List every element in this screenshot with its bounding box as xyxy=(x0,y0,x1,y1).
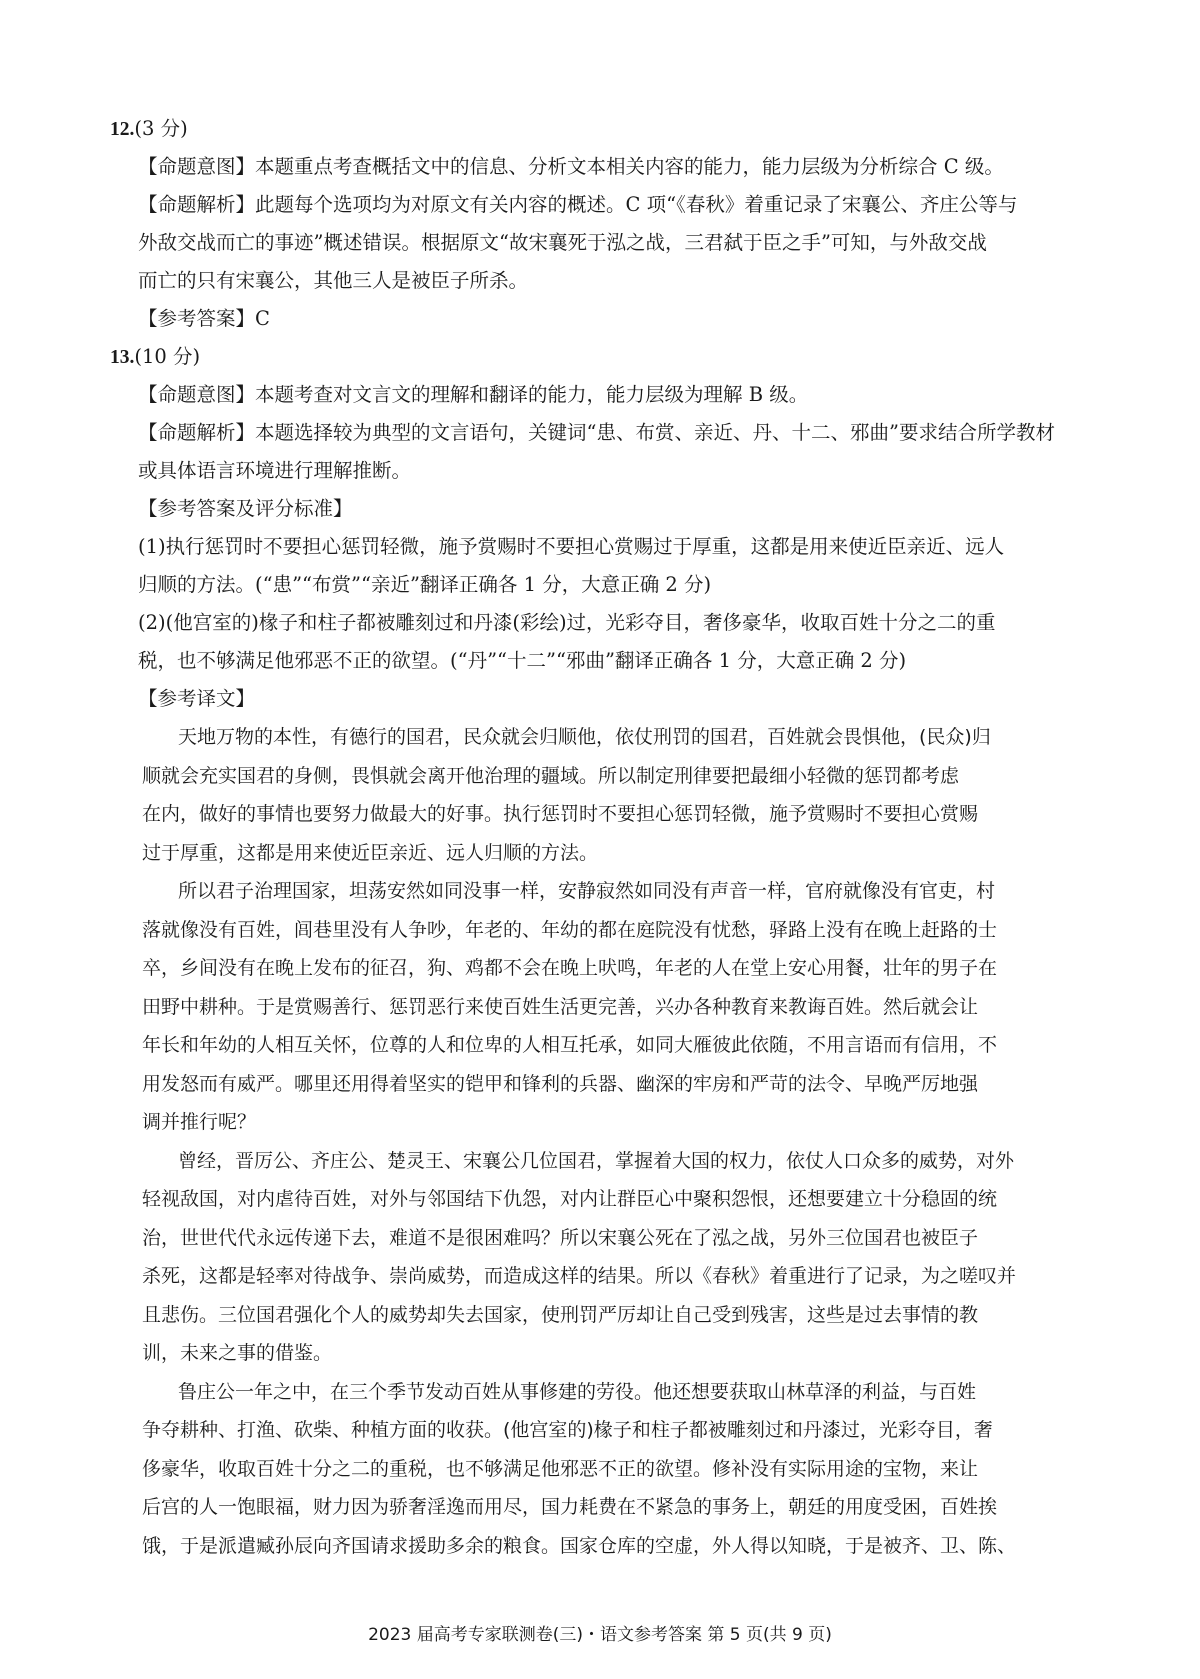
question-number: 13. xyxy=(110,347,135,368)
question-number: 12. xyxy=(110,119,135,140)
translation-paragraph-2-line: 卒，乡间没有在晚上发布的征召，狗、鸡都不会在晚上吠鸣，年老的人在堂上安心用餐，壮年的男子在 xyxy=(142,957,998,979)
q13-line: 或具体语言环境进行理解推断。 xyxy=(138,459,412,482)
translation-paragraph-3-line: 且悲伤。三位国君强化个人的威势却失去国家，使刑罚严厉却让自己受到残害，这些是过去事情的教 xyxy=(142,1303,979,1326)
page-footer: 2023 届高考专家联测卷(三)・语文参考答案 第 5 页(共 9 页) xyxy=(368,1625,832,1645)
translation-paragraph-2-line: 落就像没有百姓，闾巷里没有人争吵，年老的、年幼的都在庭院没有忧愁，驿路上没有在晚上赶路的士 xyxy=(142,918,998,941)
q13-answer-line: 归顺的方法。(“患”“布赏”“亲近”翻译正确各 1 分，大意正确 2 分) xyxy=(138,573,712,596)
q12-line: 【命题意图】本题重点考查概括文中的信息、分析文本相关内容的能力，能力层级为分析综合 C 级。 xyxy=(138,155,1004,178)
question-12-body xyxy=(110,148,1070,338)
translation-paragraph-2-line: 调并推行呢？ xyxy=(142,1111,257,1133)
reference-translation xyxy=(110,718,1070,1565)
translation-paragraph-2-line: 田野中耕种。于是赏赐善行、惩罚恶行来使百姓生活更完善，兴办各种教育来教诲百姓。然后就会让 xyxy=(142,995,979,1018)
translation-paragraph-4-line: 侈豪华，收取百姓十分之二的重税，也不够满足他邪恶不正的欲望。修补没有实际用途的宝物，来让 xyxy=(142,1457,979,1480)
translation-paragraph-3-line: 轻视敌国，对内虐待百姓，对外与邻国结下仇怨，对内让群臣心中聚积怨恨，还想要建立十分稳固的统 xyxy=(142,1188,998,1210)
q12-line: 外敌交战而亡的事迹”概述错误。根据原文“故宋襄死于泓之战，三君弑于臣之手”可知，与外敌交战 xyxy=(138,231,987,254)
translation-paragraph-2-line: 年长和年幼的人相互关怀，位尊的人和位卑的人相互托承，如同大雁彼此依随，不用言语而有信用，不 xyxy=(142,1034,998,1056)
translation-paragraph-1-line: 在内，做好的事情也要努力做最大的好事。执行惩罚时不要担心惩罚轻微，施予赏赐时不要担心赏赐 xyxy=(142,803,979,825)
translation-paragraph-3-line: 曾经，晋厉公、齐庄公、楚灵王、宋襄公几位国君，掌握着大国的权力，依仗人口众多的威势，对外 xyxy=(178,1149,1015,1172)
q13-answer-heading: 【参考答案及评分标准】 xyxy=(138,497,353,520)
translation-paragraph-4-line: 争夺耕种、打渔、砍柴、种植方面的收获。(他宫室的)椽子和柱子都被雕刻过和丹漆过，光彩夺目，奢 xyxy=(142,1419,993,1441)
question-score: (3 分) xyxy=(134,117,188,140)
translation-paragraph-3-line: 杀死，这都是轻率对待战争、崇尚威势，而造成这样的结果。所以《春秋》着重进行了记录，为之嗟叹并 xyxy=(142,1265,1017,1287)
translation-paragraph-4-line: 后宫的人一饱眼福，财力因为骄奢淫逸而用尽，国力耗费在不紧急的事务上，朝廷的用度受困，百姓挨 xyxy=(142,1496,998,1518)
translation-paragraph-4-line: 饿，于是派遣臧孙辰向齐国请求援助多余的粮食。国家仓库的空虚，外人得以知晓，于是被齐、卫、陈、 xyxy=(142,1534,1017,1557)
translation-paragraph-3-line: 治，世世代代永远传递下去，难道不是很困难吗？所以宋襄公死在了泓之战，另外三位国君也被臣子 xyxy=(142,1226,979,1249)
q13-answer-line: (1)执行惩罚时不要担心惩罚轻微，施予赏赐时不要担心赏赐过于厚重，这都是用来使近臣亲近、远人 xyxy=(138,535,1005,558)
translation-paragraph-2-line: 用发怒而有威严。哪里还用得着坚实的铠甲和锋利的兵器、幽深的牢房和严苛的法令、早晚严厉地强 xyxy=(142,1072,979,1095)
translation-heading: 【参考译文】 xyxy=(138,687,256,710)
translation-paragraph-1-line: 过于厚重，这都是用来使近臣亲近、远人归顺的方法。 xyxy=(142,841,599,864)
translation-paragraph-1-line: 顺就会充实国君的身侧，畏惧就会离开他治理的疆域。所以制定刑律要把最细小轻微的惩罚都考虑 xyxy=(142,764,960,787)
q12-answer: 【参考答案】C xyxy=(138,307,270,330)
translation-paragraph-2-line: 所以君子治理国家，坦荡安然如同没事一样，安静寂然如同没有声音一样，官府就像没有官吏，村 xyxy=(178,880,996,902)
question-13-body xyxy=(110,376,1070,718)
q12-line: 【命题解析】此题每个选项均为对原文有关内容的概述。C 项“《春秋》着重记录了宋襄公、齐庄公等与 xyxy=(138,193,1018,216)
translation-paragraph-3-line: 训，未来之事的借鉴。 xyxy=(142,1342,333,1364)
q12-line: 而亡的只有宋襄公，其他三人是被臣子所杀。 xyxy=(138,269,529,292)
question-12-header xyxy=(110,110,1070,148)
translation-paragraph-1-line: 天地万物的本性，有德行的国君，民众就会归顺他，依仗刑罚的国君，百姓就会畏惧他，(民众)归 xyxy=(178,726,991,748)
question-score: (10 分) xyxy=(134,345,201,368)
q13-line: 【命题解析】本题选择较为典型的文言语句，关键词“患、布赏、亲近、丹、十二、邪曲”要求结合所学教材 xyxy=(138,421,1055,444)
translation-paragraph-4-line: 鲁庄公一年之中，在三个季节发动百姓从事修建的劳役。他还想要获取山林草泽的利益，与百姓 xyxy=(178,1380,977,1403)
question-13-header xyxy=(110,338,1070,376)
page-content xyxy=(110,110,1070,1565)
q13-answer-line: (2)(他宫室的)椽子和柱子都被雕刻过和丹漆(彩绘)过，光彩夺目，奢侈豪华，收取百姓十分之二的重 xyxy=(138,611,996,634)
q13-line: 【命题意图】本题考查对文言文的理解和翻译的能力，能力层级为理解 B 级。 xyxy=(138,383,809,406)
q13-answer-line: 税，也不够满足他邪恶不正的欲望。(“丹”“十二”“邪曲”翻译正确各 1 分，大意正确 2 分) xyxy=(138,649,907,672)
